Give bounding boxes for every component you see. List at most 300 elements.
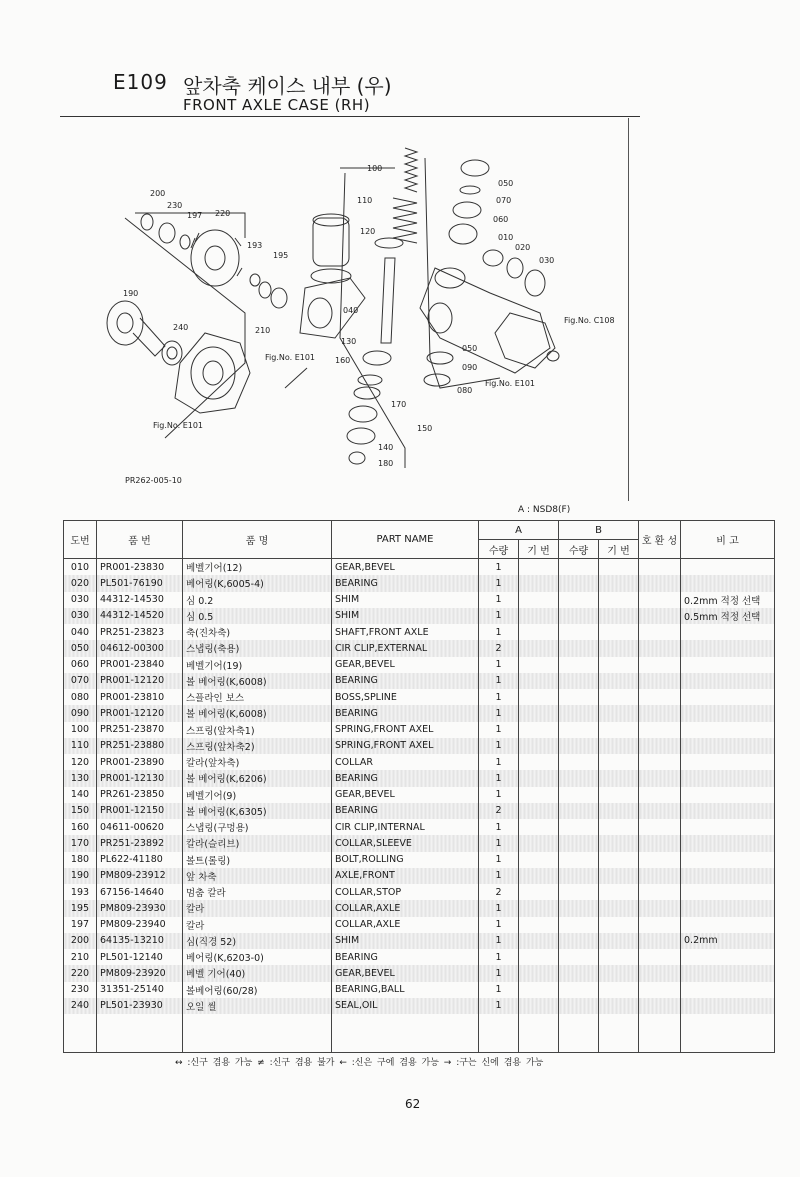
- cell-name-ko: 볼 베어링(K,6008): [183, 673, 332, 689]
- callout-010: 010: [498, 233, 514, 242]
- table-row: [64, 835, 775, 851]
- cell-b-model: [599, 998, 639, 1014]
- cell-compat: [639, 917, 681, 933]
- cell-compat: [639, 559, 681, 576]
- callout-170: 170: [391, 400, 407, 409]
- cell-no: 070: [64, 673, 97, 689]
- callout-130: 130: [341, 337, 357, 346]
- cell-compat: [639, 998, 681, 1014]
- cell-compat: [639, 592, 681, 608]
- cell-compat: [639, 640, 681, 656]
- cell-compat: [639, 835, 681, 851]
- cell-part-no: 67156-14640: [97, 884, 183, 900]
- table-row: [64, 933, 775, 949]
- cell-a-qty: 1: [479, 819, 519, 835]
- cell-part-name: BEARING: [332, 949, 479, 965]
- cell-a-model: [519, 689, 559, 705]
- fig-ref-e101-a: Fig.No. E101: [265, 353, 316, 362]
- cell-part-name: BEARING: [332, 673, 479, 689]
- cell-name-ko: 스프링(앞차축2): [183, 738, 332, 754]
- cell-part-name: COLLAR,SLEEVE: [332, 835, 479, 851]
- cell-remark: 0.2mm: [681, 933, 775, 949]
- header-b-qty: 수량: [559, 540, 599, 559]
- cell-compat: [639, 608, 681, 624]
- cell-b-model: [599, 819, 639, 835]
- cell-a-qty: 1: [479, 689, 519, 705]
- cell-part-name: CIR CLIP,INTERNAL: [332, 819, 479, 835]
- cell-no: 180: [64, 852, 97, 868]
- cell-a-model: [519, 803, 559, 819]
- fig-ref-c108: Fig.No. C108: [564, 316, 615, 325]
- cell-part-name: AXLE,FRONT: [332, 868, 479, 884]
- cell-b-qty: [559, 868, 599, 884]
- cell-name-ko: 칼라(슬리브): [183, 835, 332, 851]
- cell-b-model: [599, 770, 639, 786]
- callout-193: 193: [247, 241, 263, 250]
- cell-part-name: BOLT,ROLLING: [332, 852, 479, 868]
- cell-compat: [639, 884, 681, 900]
- cell-compat: [639, 575, 681, 591]
- cell-remark: [681, 835, 775, 851]
- cell-a-model: [519, 575, 559, 591]
- cell-remark: [681, 998, 775, 1014]
- parts-table: [63, 520, 775, 1053]
- cell-a-model: [519, 624, 559, 640]
- cell-b-qty: [559, 689, 599, 705]
- empty-cell: [639, 1014, 681, 1053]
- cell-compat: [639, 900, 681, 916]
- callout-150: 150: [417, 424, 433, 433]
- cell-b-qty: [559, 982, 599, 998]
- callout-240: 240: [173, 323, 189, 332]
- cell-remark: [681, 982, 775, 998]
- cell-part-name: SPRING,FRONT AXEL: [332, 738, 479, 754]
- cell-part-no: PL622-41180: [97, 852, 183, 868]
- cell-a-model: [519, 722, 559, 738]
- callout-080: 080: [457, 386, 473, 395]
- cell-compat: [639, 982, 681, 998]
- cell-part-no: PR251-23880: [97, 738, 183, 754]
- cell-b-qty: [559, 673, 599, 689]
- cell-part-no: 44312-14530: [97, 592, 183, 608]
- callout-195: 195: [273, 251, 289, 260]
- cell-name-ko: 볼베어링(60/28): [183, 982, 332, 998]
- cell-part-name: SPRING,FRONT AXEL: [332, 722, 479, 738]
- cell-b-model: [599, 705, 639, 721]
- cell-b-qty: [559, 884, 599, 900]
- cell-name-ko: 앞 차축: [183, 868, 332, 884]
- table-row: [64, 640, 775, 656]
- cell-compat: [639, 819, 681, 835]
- cell-part-no: PM809-23940: [97, 917, 183, 933]
- cell-b-qty: [559, 933, 599, 949]
- cell-a-qty: 2: [479, 884, 519, 900]
- cell-no: 120: [64, 754, 97, 770]
- callout-140: 140: [378, 443, 394, 452]
- cell-no: 050: [64, 640, 97, 656]
- cell-part-name: SHIM: [332, 592, 479, 608]
- cell-a-model: [519, 900, 559, 916]
- cell-part-name: SEAL,OIL: [332, 998, 479, 1014]
- table-row: [64, 803, 775, 819]
- cell-no: 100: [64, 722, 97, 738]
- cell-remark: [681, 949, 775, 965]
- cell-remark: 0.2mm 적정 선택: [681, 592, 775, 608]
- cell-b-model: [599, 982, 639, 998]
- cell-a-model: [519, 787, 559, 803]
- cell-b-qty: [559, 705, 599, 721]
- cell-no: 190: [64, 868, 97, 884]
- drawing-code: PR262-005-10: [125, 476, 182, 485]
- cell-part-no: PR251-23823: [97, 624, 183, 640]
- empty-cell: [681, 1014, 775, 1053]
- cell-a-qty: 1: [479, 738, 519, 754]
- cell-a-qty: 1: [479, 933, 519, 949]
- cell-part-no: PR261-23850: [97, 787, 183, 803]
- cell-no: 220: [64, 965, 97, 981]
- header-part-name: PART NAME: [332, 521, 479, 559]
- cell-b-model: [599, 624, 639, 640]
- cell-remark: [681, 787, 775, 803]
- cell-a-qty: 1: [479, 722, 519, 738]
- cell-b-model: [599, 884, 639, 900]
- page-title-english: FRONT AXLE CASE (RH): [183, 96, 371, 114]
- compatibility-legend: ↔ :신구 겸용 가능 ≠ :신구 겸용 불가 ← :신은 구에 겸용 가능 → :구는 신에 겸용 가능: [175, 1058, 544, 1068]
- cell-part-no: 31351-25140: [97, 982, 183, 998]
- cell-b-model: [599, 754, 639, 770]
- cell-a-model: [519, 673, 559, 689]
- cell-a-model: [519, 982, 559, 998]
- cell-b-qty: [559, 835, 599, 851]
- cell-compat: [639, 770, 681, 786]
- cell-no: 130: [64, 770, 97, 786]
- cell-a-qty: 1: [479, 835, 519, 851]
- cell-compat: [639, 803, 681, 819]
- cell-a-qty: 1: [479, 559, 519, 576]
- cell-no: 210: [64, 949, 97, 965]
- cell-no: 170: [64, 835, 97, 851]
- cell-name-ko: 베벨기어(9): [183, 787, 332, 803]
- cell-part-name: SHIM: [332, 933, 479, 949]
- cell-a-model: [519, 917, 559, 933]
- table-row: [64, 657, 775, 673]
- cell-name-ko: 베벨기어(12): [183, 559, 332, 576]
- cell-remark: [681, 689, 775, 705]
- callout-090: 090: [462, 363, 478, 372]
- cell-a-qty: 1: [479, 900, 519, 916]
- callout-060: 060: [493, 215, 509, 224]
- cell-b-qty: [559, 640, 599, 656]
- cell-part-no: 04611-00620: [97, 819, 183, 835]
- empty-cell: [64, 1014, 97, 1053]
- cell-a-model: [519, 705, 559, 721]
- callout-050b: 050: [462, 344, 478, 353]
- cell-part-no: PR001-23830: [97, 559, 183, 576]
- callout-230: 230: [167, 201, 183, 210]
- cell-part-no: PL501-23930: [97, 998, 183, 1014]
- cell-a-qty: 1: [479, 673, 519, 689]
- cell-b-qty: [559, 917, 599, 933]
- cell-part-name: BEARING: [332, 803, 479, 819]
- table-row: [64, 852, 775, 868]
- cell-a-model: [519, 738, 559, 754]
- cell-part-no: PR001-12130: [97, 770, 183, 786]
- cell-part-name: CIR CLIP,EXTERNAL: [332, 640, 479, 656]
- cell-a-model: [519, 852, 559, 868]
- cell-no: 150: [64, 803, 97, 819]
- cell-name-ko: 칼라: [183, 900, 332, 916]
- cell-part-name: BEARING: [332, 770, 479, 786]
- cell-no: 193: [64, 884, 97, 900]
- cell-b-model: [599, 657, 639, 673]
- cell-remark: [681, 754, 775, 770]
- cell-remark: [681, 803, 775, 819]
- cell-b-qty: [559, 770, 599, 786]
- table-row: [64, 722, 775, 738]
- cell-b-qty: [559, 722, 599, 738]
- cell-remark: [681, 917, 775, 933]
- table-row: [64, 868, 775, 884]
- cell-compat: [639, 754, 681, 770]
- cell-part-name: COLLAR: [332, 754, 479, 770]
- cell-b-model: [599, 673, 639, 689]
- cell-part-name: GEAR,BEVEL: [332, 559, 479, 576]
- callout-040: 040: [343, 306, 359, 315]
- header-group-a: A: [479, 521, 559, 540]
- cell-no: 040: [64, 624, 97, 640]
- cell-part-no: PR001-12120: [97, 705, 183, 721]
- cell-a-model: [519, 884, 559, 900]
- cell-a-model: [519, 770, 559, 786]
- table-row: [64, 787, 775, 803]
- callout-200: 200: [150, 189, 166, 198]
- cell-no: 200: [64, 933, 97, 949]
- cell-b-model: [599, 575, 639, 591]
- table-row: [64, 608, 775, 624]
- cell-compat: [639, 933, 681, 949]
- cell-a-model: [519, 754, 559, 770]
- cell-compat: [639, 705, 681, 721]
- cell-compat: [639, 657, 681, 673]
- cell-name-ko: 베어링(K,6005-4): [183, 575, 332, 591]
- cell-name-ko: 스냅링(축용): [183, 640, 332, 656]
- exploded-parts-diagram: [95, 118, 635, 498]
- cell-part-no: PR001-23840: [97, 657, 183, 673]
- cell-no: 110: [64, 738, 97, 754]
- page-code: E109: [113, 70, 168, 94]
- cell-no: 060: [64, 657, 97, 673]
- header-a-model: 기 번: [519, 540, 559, 559]
- cell-part-name: GEAR,BEVEL: [332, 965, 479, 981]
- cell-b-qty: [559, 819, 599, 835]
- callout-210: 210: [255, 326, 271, 335]
- cell-part-no: 64135-13210: [97, 933, 183, 949]
- empty-cell: [519, 1014, 559, 1053]
- cell-name-ko: 볼 베어링(K,6206): [183, 770, 332, 786]
- table-row: [64, 998, 775, 1014]
- cell-a-model: [519, 965, 559, 981]
- cell-a-qty: 1: [479, 624, 519, 640]
- header-part-no: 품 번: [97, 521, 183, 559]
- cell-no: 197: [64, 917, 97, 933]
- cell-no: 020: [64, 575, 97, 591]
- header-remark: 비 고: [681, 521, 775, 559]
- cell-part-name: BEARING: [332, 705, 479, 721]
- callout-180: 180: [378, 459, 394, 468]
- cell-b-qty: [559, 559, 599, 576]
- cell-a-qty: 1: [479, 592, 519, 608]
- cell-remark: [681, 965, 775, 981]
- table-row: [64, 965, 775, 981]
- cell-a-model: [519, 657, 559, 673]
- cell-part-no: PM809-23920: [97, 965, 183, 981]
- header-b-model: 기 번: [599, 540, 639, 559]
- header-group-b: B: [559, 521, 639, 540]
- cell-a-model: [519, 592, 559, 608]
- cell-name-ko: 칼라(앞차축): [183, 754, 332, 770]
- cell-part-name: COLLAR,AXLE: [332, 900, 479, 916]
- cell-a-model: [519, 998, 559, 1014]
- cell-name-ko: 베어링(K,6203-0): [183, 949, 332, 965]
- cell-b-model: [599, 787, 639, 803]
- table-row: [64, 673, 775, 689]
- cell-a-model: [519, 640, 559, 656]
- cell-no: 230: [64, 982, 97, 998]
- cell-part-name: SHIM: [332, 608, 479, 624]
- callout-050a: 050: [498, 179, 514, 188]
- cell-b-qty: [559, 754, 599, 770]
- cell-part-name: GEAR,BEVEL: [332, 787, 479, 803]
- cell-part-name: COLLAR,AXLE: [332, 917, 479, 933]
- table-row: [64, 949, 775, 965]
- cell-no: 010: [64, 559, 97, 576]
- cell-compat: [639, 689, 681, 705]
- cell-b-model: [599, 722, 639, 738]
- cell-part-no: PR001-23890: [97, 754, 183, 770]
- cell-part-no: 44312-14520: [97, 608, 183, 624]
- callout-070: 070: [496, 196, 512, 205]
- cell-part-no: PR001-23810: [97, 689, 183, 705]
- cell-b-model: [599, 608, 639, 624]
- model-note: A : NSD8(F): [518, 505, 571, 515]
- table-row: [64, 884, 775, 900]
- title-underline: [60, 116, 640, 117]
- callout-190: 190: [123, 289, 139, 298]
- cell-a-qty: 2: [479, 640, 519, 656]
- cell-b-model: [599, 592, 639, 608]
- cell-a-qty: 1: [479, 965, 519, 981]
- cell-a-qty: 1: [479, 852, 519, 868]
- cell-a-qty: 1: [479, 917, 519, 933]
- empty-cell: [332, 1014, 479, 1053]
- cell-no: 030: [64, 608, 97, 624]
- cell-b-model: [599, 900, 639, 916]
- table-row: [64, 770, 775, 786]
- cell-name-ko: 스프링(앞차축1): [183, 722, 332, 738]
- cell-remark: [681, 705, 775, 721]
- cell-part-no: PR001-12120: [97, 673, 183, 689]
- cell-remark: [681, 657, 775, 673]
- cell-name-ko: 베벨기어(19): [183, 657, 332, 673]
- cell-name-ko: 심 0.2: [183, 592, 332, 608]
- header-a-qty: 수량: [479, 540, 519, 559]
- callout-100: 100: [367, 164, 383, 173]
- cell-remark: [681, 770, 775, 786]
- callout-030: 030: [539, 256, 555, 265]
- empty-cell: [599, 1014, 639, 1053]
- cell-remark: [681, 900, 775, 916]
- table-row: [64, 559, 775, 576]
- cell-name-ko: 베벨 기어(40): [183, 965, 332, 981]
- cell-b-qty: [559, 657, 599, 673]
- cell-b-model: [599, 640, 639, 656]
- table-row: [64, 819, 775, 835]
- cell-part-no: PL501-12140: [97, 949, 183, 965]
- cell-b-qty: [559, 592, 599, 608]
- cell-part-name: COLLAR,STOP: [332, 884, 479, 900]
- cell-b-model: [599, 559, 639, 576]
- cell-no: 195: [64, 900, 97, 916]
- cell-b-model: [599, 949, 639, 965]
- cell-remark: [681, 738, 775, 754]
- cell-no: 090: [64, 705, 97, 721]
- empty-cell: [97, 1014, 183, 1053]
- table-row: [64, 705, 775, 721]
- cell-name-ko: 스냅링(구멍용): [183, 819, 332, 835]
- cell-remark: [681, 575, 775, 591]
- cell-b-qty: [559, 803, 599, 819]
- cell-b-model: [599, 835, 639, 851]
- table-row: [64, 917, 775, 933]
- cell-compat: [639, 738, 681, 754]
- cell-remark: [681, 624, 775, 640]
- cell-remark: [681, 722, 775, 738]
- cell-remark: 0.5mm 적정 선택: [681, 608, 775, 624]
- callout-120: 120: [360, 227, 376, 236]
- cell-part-name: BEARING,BALL: [332, 982, 479, 998]
- cell-a-qty: 1: [479, 770, 519, 786]
- cell-a-qty: 2: [479, 803, 519, 819]
- cell-b-model: [599, 917, 639, 933]
- callout-220: 220: [215, 209, 231, 218]
- cell-part-no: PR001-12150: [97, 803, 183, 819]
- cell-part-name: GEAR,BEVEL: [332, 657, 479, 673]
- cell-name-ko: 심 0.5: [183, 608, 332, 624]
- cell-b-qty: [559, 900, 599, 916]
- cell-b-qty: [559, 624, 599, 640]
- cell-b-model: [599, 803, 639, 819]
- fig-ref-e101-b: Fig.No. E101: [485, 379, 536, 388]
- cell-b-qty: [559, 949, 599, 965]
- cell-b-qty: [559, 738, 599, 754]
- cell-compat: [639, 949, 681, 965]
- cell-name-ko: 심(직경 52): [183, 933, 332, 949]
- cell-no: 140: [64, 787, 97, 803]
- fig-ref-e101-c: Fig.No. E101: [153, 421, 204, 430]
- table-row: [64, 982, 775, 998]
- table-filler-row: [64, 1014, 775, 1053]
- table-row: [64, 624, 775, 640]
- header-compat: 호 환 성: [639, 521, 681, 559]
- cell-name-ko: 볼 베어링(K,6008): [183, 705, 332, 721]
- callout-020: 020: [515, 243, 531, 252]
- cell-compat: [639, 787, 681, 803]
- cell-name-ko: 칼라: [183, 917, 332, 933]
- cell-a-qty: 1: [479, 982, 519, 998]
- cell-part-no: PR251-23892: [97, 835, 183, 851]
- cell-b-model: [599, 965, 639, 981]
- table-row: [64, 738, 775, 754]
